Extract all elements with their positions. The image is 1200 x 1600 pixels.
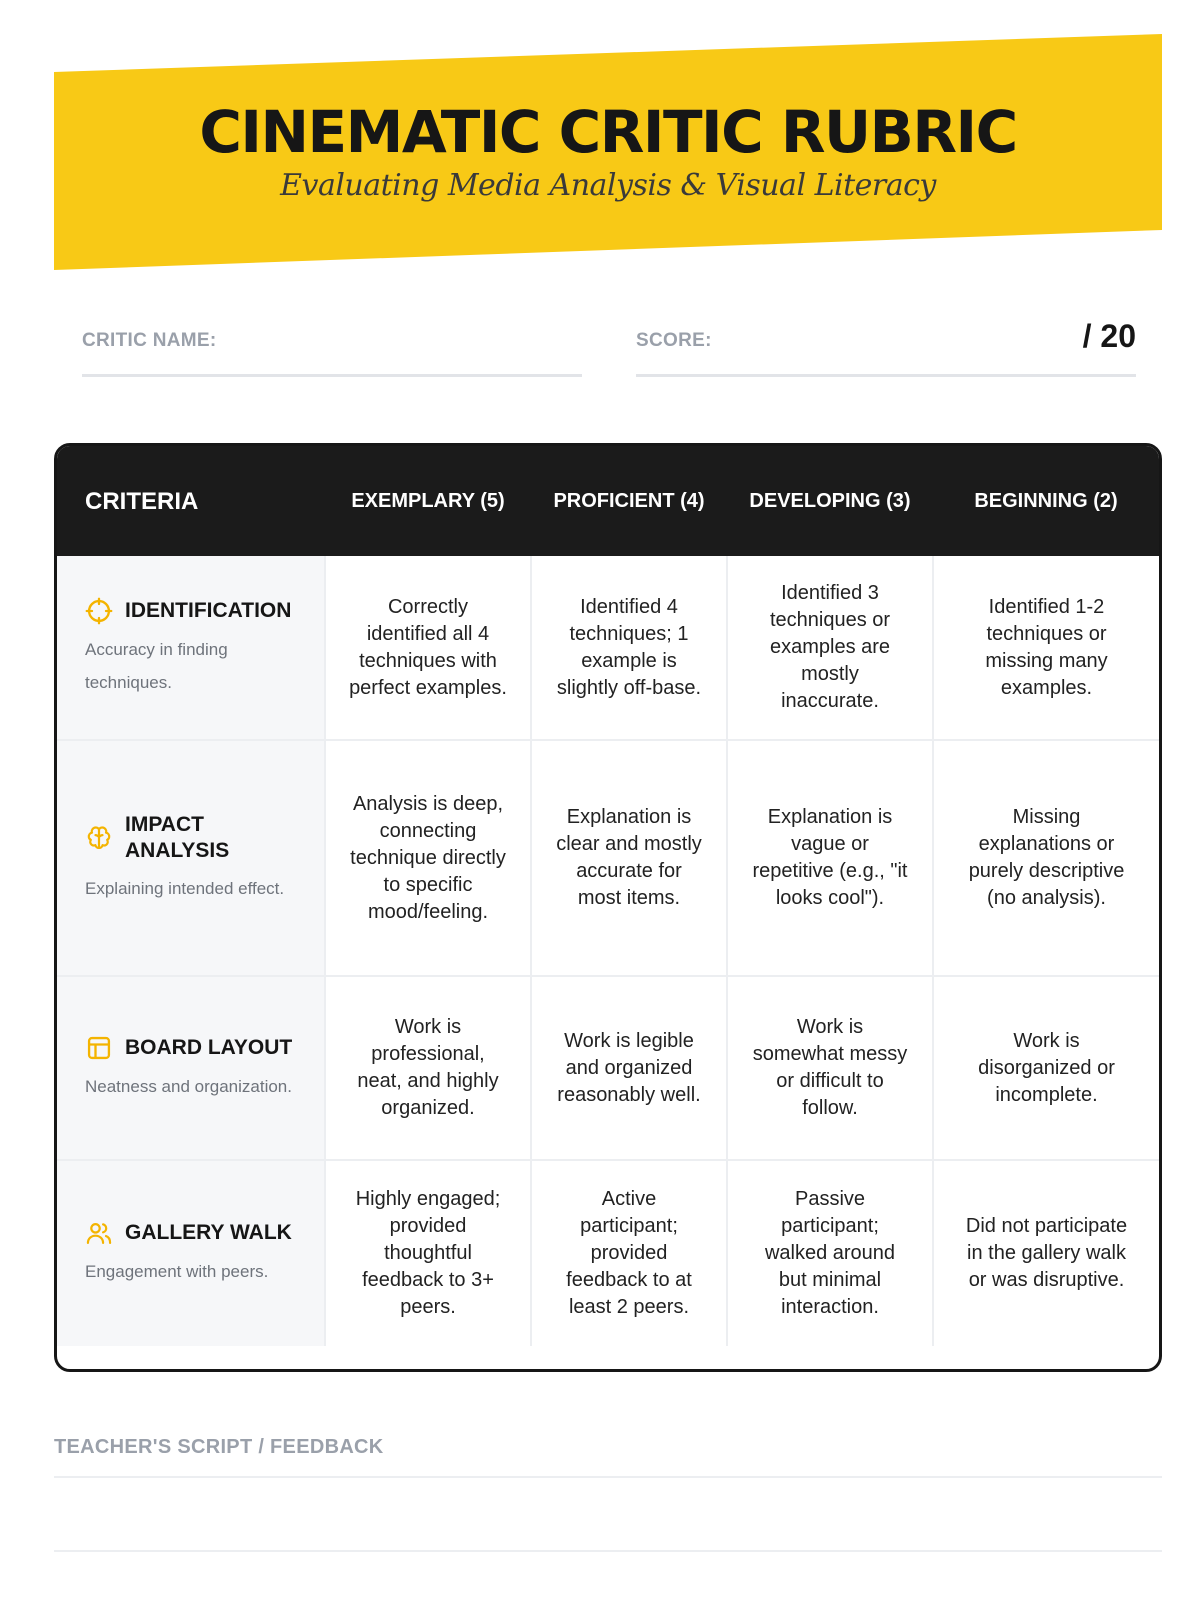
criteria-title: BOARD LAYOUT	[125, 1035, 293, 1059]
target-icon	[85, 597, 113, 625]
table-row	[57, 556, 1159, 740]
rubric-cell: Analysis is deep, connecting technique directly to specific mood/feeling.	[325, 740, 531, 976]
criteria-description: Accuracy in finding techniques.	[85, 639, 228, 692]
criteria-description: Explaining intended effect.	[85, 878, 285, 898]
page-subtitle: Evaluating Media Analysis & Visual Literacy	[280, 168, 936, 203]
rubric-cell: Work is somewhat messy or difficult to follow.	[727, 976, 933, 1160]
criteria-cell	[57, 556, 325, 740]
criteria-description: Neatness and organization.	[85, 1076, 292, 1096]
header-proficient: PROFICIENT (4)	[531, 446, 727, 556]
criteria-description: Engagement with peers.	[85, 1262, 269, 1281]
page-title: CINEMATIC CRITIC RUBRIC	[199, 98, 1017, 166]
feedback-label: TEACHER'S SCRIPT / FEEDBACK	[54, 1436, 384, 1458]
rubric-cell: Highly engaged; provided thoughtful feedback to 3+ peers.	[325, 1160, 531, 1346]
rubric-header-row	[57, 446, 1159, 556]
rubric-cell: Explanation is vague or repetitive (e.g., "it looks cool").	[727, 740, 933, 976]
brain-icon	[85, 824, 113, 852]
critic-name-label: CRITIC NAME:	[82, 330, 217, 351]
rubric-cell: Correctly identified all 4 techniques with perfect examples.	[325, 556, 531, 740]
rubric-cell: Active participant; provided feedback to at least 2 peers.	[531, 1160, 727, 1346]
criteria-cell	[57, 976, 325, 1160]
table-row	[57, 740, 1159, 976]
table-row	[57, 976, 1159, 1160]
criteria-title: IMPACT ANALYSIS	[125, 812, 230, 862]
header-criteria: CRITERIA	[57, 446, 325, 556]
title-banner	[54, 34, 1162, 270]
rubric-cell: Work is legible and organized reasonably well.	[531, 976, 727, 1160]
header-developing: DEVELOPING (3)	[727, 446, 933, 556]
rubric-cell: Did not participate in the gallery walk or was disruptive.	[965, 1215, 1128, 1291]
rubric-cell: Work is disorganized or incomplete.	[933, 976, 1159, 1160]
score-field[interactable]	[636, 318, 1136, 377]
feedback-divider	[54, 1476, 1162, 1478]
table-row	[57, 1160, 1159, 1346]
users-icon	[85, 1219, 113, 1247]
rubric-cell: Identified 1-2 techniques or missing many examples.	[933, 556, 1159, 740]
rubric-table	[54, 443, 1162, 1372]
feedback-writing-line[interactable]	[54, 1550, 1162, 1552]
critic-name-field[interactable]	[82, 318, 582, 377]
criteria-cell	[57, 1160, 325, 1346]
rubric-cell: Identified 3 techniques or examples are mostly inaccurate.	[727, 556, 933, 740]
header-exemplary: EXEMPLARY (5)	[325, 446, 531, 556]
rubric-cell: Missing explanations or purely descriptive (no analysis).	[933, 740, 1159, 976]
rubric-cell: Identified 4 techniques; 1 example is slightly off-base.	[531, 556, 727, 740]
header-beginning: BEGINNING (2)	[933, 446, 1159, 556]
score-label: SCORE:	[636, 330, 712, 351]
layout-icon	[85, 1034, 113, 1062]
rubric-cell: Work is professional, neat, and highly organized.	[325, 976, 531, 1160]
criteria-cell	[57, 740, 325, 976]
criteria-title: GALLERY WALK	[125, 1221, 292, 1244]
rubric-cell: Passive participant; walked around but minimal interaction.	[727, 1160, 933, 1346]
score-total: / 20	[1082, 318, 1136, 354]
criteria-title: IDENTIFICATION	[125, 598, 292, 622]
rubric-cell: Explanation is clear and mostly accurate for most items.	[531, 740, 727, 976]
